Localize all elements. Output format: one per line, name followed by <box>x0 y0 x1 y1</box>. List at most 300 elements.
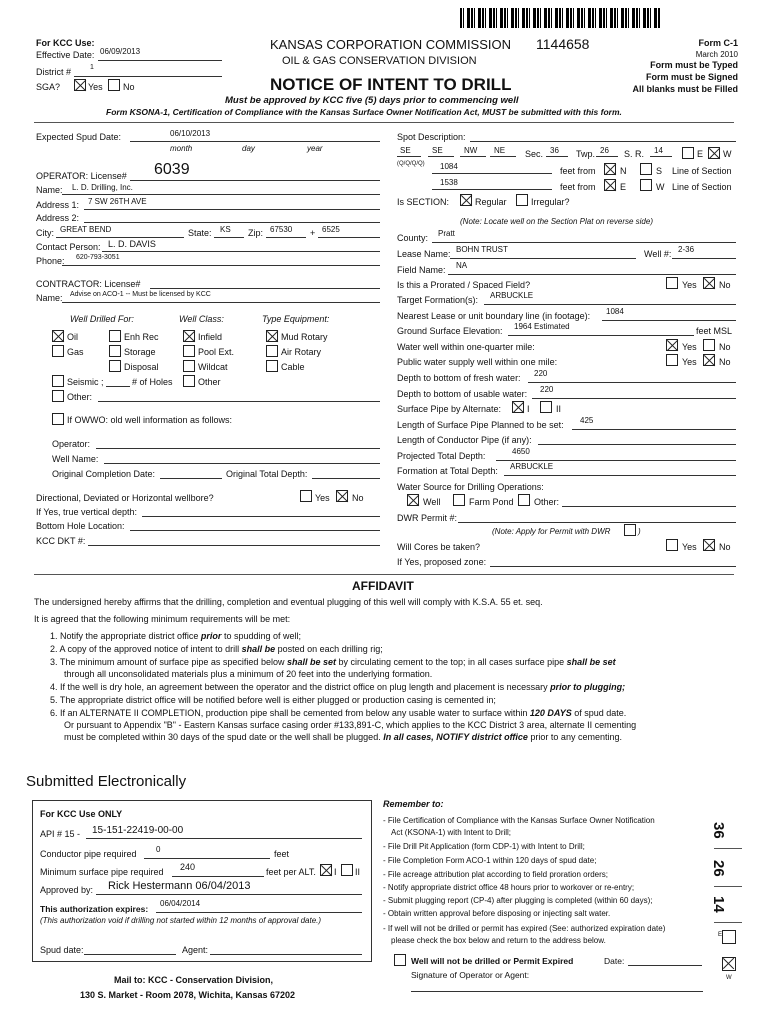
line-of-section-ew: Line of Section <box>672 182 732 192</box>
feet-from-ew-label: feet from <box>560 182 596 192</box>
seismic-checkbox[interactable] <box>52 375 64 387</box>
form-typed-note: Form must be Typed <box>650 60 738 70</box>
affidavit-item-5: 5. The appropriate district office will be notified before well is either plugged or production casing is cemented in; <box>50 695 496 705</box>
affidavit-para2: It is agreed that the following minimum requirements will be met: <box>34 614 291 624</box>
side-east-label: E <box>718 932 723 938</box>
elevation-line <box>508 335 694 336</box>
contractor-name-line <box>62 302 380 303</box>
bottom-hole-label: Bottom Hole Location: <box>36 521 125 531</box>
surface-alt-ii-checkbox[interactable] <box>540 401 552 413</box>
water-source-label: Water Source for Drilling Operations: <box>397 482 544 492</box>
surface-pipe-length-value[interactable]: 425 <box>580 416 594 425</box>
spot-description-label: Spot Description: <box>397 132 466 142</box>
conductor-feet-label: feet <box>274 849 290 859</box>
district-line <box>74 76 222 77</box>
line-of-section-ns: Line of Section <box>672 166 732 176</box>
spot-description-line <box>470 141 736 142</box>
nearest-boundary-line <box>602 320 736 321</box>
zip4-line <box>318 237 380 238</box>
other-class-label: Other <box>198 377 221 387</box>
effective-date-label: Effective Date: <box>36 50 95 60</box>
mud-rotary-label: Mud Rotary <box>281 332 328 342</box>
projected-depth-line <box>496 460 736 461</box>
twp-line <box>596 156 618 157</box>
fresh-water-line <box>528 382 736 383</box>
operator-license-line <box>130 180 380 181</box>
phone-label: Phone: <box>36 256 65 266</box>
type-equipment-heading: Type Equipment: <box>262 314 330 324</box>
reminder-1-cont: Act (KSONA-1) with Intent to Drill; <box>391 828 512 837</box>
reminder-1: - File Certification of Compliance with the Kansas Surface Owner Notification <box>383 816 655 825</box>
orig-completion-label: Original Completion Date: <box>52 469 156 479</box>
public-water-yes-label: Yes <box>682 357 697 367</box>
sga-yes-checkbox[interactable] <box>74 79 86 91</box>
other-class-checkbox[interactable] <box>183 375 195 387</box>
old-operator-label: Operator: <box>52 439 91 449</box>
sga-no-label: No <box>123 82 135 92</box>
reminder-8: - If well will not be drilled or permit has expired (See: authorized expiration date) <box>383 924 666 933</box>
seismic-label: Seismic ; <box>67 377 104 387</box>
surface-pipe-length-line <box>572 429 736 430</box>
s-r-label: S. R. <box>624 149 645 159</box>
min-surface-value[interactable]: 240 <box>180 862 196 872</box>
fresh-water-label: Depth to bottom of fresh water: <box>397 373 521 383</box>
lease-name-value[interactable]: BOHN TRUST <box>456 245 508 254</box>
source-other-checkbox[interactable] <box>518 494 530 506</box>
feet-ns-line <box>432 173 552 174</box>
contact-value[interactable]: L. D. DAVIS <box>108 239 156 249</box>
range-value[interactable]: 14 <box>654 146 663 155</box>
contractor-license-label: CONTRACTOR: License# <box>36 279 141 289</box>
east-checkbox[interactable] <box>682 147 694 159</box>
formation-depth-label: Formation at Total Depth: <box>397 466 498 476</box>
dwr-permit-line <box>458 522 736 523</box>
holes-line <box>106 386 130 387</box>
spot-q4[interactable]: NE <box>494 146 506 155</box>
orig-completion-line <box>160 478 222 479</box>
form-signed-note: Form must be Signed <box>645 72 738 82</box>
wildcat-label: Wildcat <box>198 362 228 372</box>
approval-note: Must be approved by KCC five (5) days prior to commencing well <box>225 95 519 106</box>
sec-value[interactable]: 36 <box>550 146 559 155</box>
district-label: District # <box>36 67 72 77</box>
directional-yes-checkbox[interactable] <box>300 490 312 502</box>
day-caption: day <box>242 144 255 153</box>
side-divider-2 <box>714 886 742 887</box>
spud-date-bottom-line <box>84 954 176 955</box>
public-water-yes-checkbox[interactable] <box>666 354 678 366</box>
public-water-no-label: No <box>719 357 731 367</box>
field-name-line <box>448 274 736 275</box>
air-rotary-label: Air Rotary <box>281 347 322 357</box>
lease-name-line <box>450 258 636 259</box>
well-drilled-for-heading: Well Drilled For: <box>70 314 134 324</box>
proposed-zone-label: If Yes, proposed zone: <box>397 557 487 567</box>
north-checkbox[interactable] <box>604 163 616 175</box>
water-qm-yes-checkbox[interactable] <box>666 339 678 351</box>
approved-by-value[interactable]: Rick Hestermann 06/04/2013 <box>108 880 251 892</box>
reminder-4: - File acreage attribution plat according to field proration orders; <box>383 870 609 879</box>
min-alt-i-checkbox[interactable] <box>320 864 332 876</box>
zip-label: Zip: <box>248 228 264 238</box>
affidavit-title: AFFIDAVIT <box>352 579 414 593</box>
contractor-name-value[interactable]: Advise on ACO-1 -- Must be licensed by KCC <box>70 291 211 298</box>
usable-water-line <box>532 398 736 399</box>
affidavit-item-4: 4. If the well is dry hole, an agreement between the operator and the district office on plug length and placement is necessary prior to plugging; <box>50 682 626 692</box>
header-divider <box>34 122 734 123</box>
month-caption: month <box>170 144 193 153</box>
old-well-name-line <box>104 463 380 464</box>
phone-value[interactable]: 620-793-3051 <box>76 254 120 261</box>
feet-per-alt-label: feet per ALT. <box>266 867 316 877</box>
infield-checkbox[interactable] <box>183 330 195 342</box>
owwo-label: If OWWO: old well information as follows: <box>67 415 233 425</box>
form-title: NOTICE OF INTENT TO DRILL <box>270 75 512 94</box>
min-surface-label: Minimum surface pipe required <box>40 867 164 877</box>
contractor-license-line <box>150 288 380 289</box>
sga-yes-label: Yes <box>88 82 103 92</box>
disposal-checkbox[interactable] <box>109 360 121 372</box>
spot-q1-line <box>397 156 421 157</box>
irregular-checkbox[interactable] <box>516 194 528 206</box>
affidavit-item-2: 2. A copy of the approved notice of intent to drill shall be posted on each drilling rig; <box>50 644 383 654</box>
regular-label: Regular <box>475 197 507 207</box>
operator-name-line <box>62 194 380 195</box>
state-label: State: <box>188 228 212 238</box>
form-id: Form C-1 <box>698 38 738 48</box>
spot-q2[interactable]: SE <box>432 146 443 155</box>
source-farm-pond-label: Farm Pond <box>469 497 514 507</box>
other-checkbox[interactable] <box>52 390 64 402</box>
state-value[interactable]: KS <box>220 225 231 234</box>
spud-date-line <box>130 141 380 142</box>
storage-checkbox[interactable] <box>109 345 121 357</box>
field-name-value[interactable]: NA <box>456 261 468 270</box>
owwo-checkbox[interactable] <box>52 413 64 425</box>
reminder-2: - File Drill Pit Application (form CDP-1) with Intent to Drill; <box>383 842 585 851</box>
e-from-checkbox[interactable] <box>604 179 616 191</box>
is-section-label: Is SECTION: <box>397 197 450 207</box>
surface-pipe-length-label: Length of Surface Pipe Planned to be set: <box>397 420 564 430</box>
infield-label: Infield <box>198 332 223 342</box>
side-section: 36 <box>710 822 727 839</box>
contact-line <box>102 251 380 252</box>
directional-no-checkbox[interactable] <box>336 490 348 502</box>
address1-value[interactable]: 7 SW 26TH AVE <box>88 197 147 206</box>
spot-q4-line <box>490 156 516 157</box>
west-checkbox[interactable] <box>708 147 720 159</box>
api-label: API # 15 - <box>40 829 81 839</box>
district-value[interactable]: 1 <box>90 64 94 71</box>
prorated-label: Is this a Prorated / Spaced Field? <box>397 280 531 290</box>
side-range: 14 <box>710 896 727 913</box>
barcode <box>460 8 660 28</box>
cable-label: Cable <box>281 362 305 372</box>
elevation-value[interactable]: 1964 Estimated <box>514 322 570 331</box>
spot-q3[interactable]: NW <box>464 146 478 155</box>
sga-no-checkbox[interactable] <box>108 79 120 91</box>
side-township: 26 <box>710 860 727 877</box>
true-vertical-line <box>142 516 380 517</box>
spud-date-bottom-label: Spud date: <box>40 945 84 955</box>
expires-value[interactable]: 06/04/2014 <box>160 899 201 908</box>
source-well-checkbox[interactable] <box>407 494 419 506</box>
signature-line <box>411 991 703 992</box>
west-label: W <box>723 149 732 159</box>
true-vertical-label: If Yes, true vertical depth: <box>36 507 138 517</box>
twp-value[interactable]: 26 <box>600 146 609 155</box>
zip-plus: + <box>310 228 316 238</box>
locate-note: (Note: Locate well on the Section Plat on reverse side) <box>460 217 653 226</box>
phone-line <box>62 265 380 266</box>
feet-msl-label: feet MSL <box>696 326 733 336</box>
e-from-label: E <box>620 182 627 192</box>
affidavit-item-3-cont: through all unconsolidated materials plus a minimum of 20 feet into the underlying formation. <box>64 669 433 679</box>
public-water-label: Public water supply well within one mile: <box>397 357 558 367</box>
side-west-checkbox[interactable] <box>722 957 736 971</box>
reminder-7: - Obtain written approval before disposing or injecting salt water. <box>383 909 611 918</box>
source-other-label: Other: <box>534 497 560 507</box>
gas-checkbox[interactable] <box>52 345 64 357</box>
w-from-checkbox[interactable] <box>640 179 652 191</box>
south-checkbox[interactable] <box>640 163 652 175</box>
expires-line <box>156 912 362 913</box>
conductor-pipe-line <box>144 858 270 859</box>
nearest-boundary-label: Nearest Lease or unit boundary line (in footage): <box>397 311 591 321</box>
other-label: Other: <box>67 392 93 402</box>
surface-alt-i-label: I <box>527 404 530 414</box>
public-water-no-checkbox[interactable] <box>703 354 715 366</box>
pool-ext-label: Pool Ext. <box>198 347 235 357</box>
city-value[interactable]: GREAT BEND <box>60 225 112 234</box>
contractor-name-label: Name: <box>36 293 63 303</box>
enh-rec-label: Enh Rec <box>124 332 159 342</box>
county-label: County: <box>397 233 429 243</box>
source-farm-pond-checkbox[interactable] <box>453 494 465 506</box>
address1-line <box>84 209 380 210</box>
affidavit-item-6: 6. If an ALTERNATE II COMPLETION, production pipe shall be cemented from below any usable water to surface within 120 DAYS of spud date. <box>50 708 627 718</box>
side-west-label: W <box>726 975 732 981</box>
source-other-line <box>562 506 736 507</box>
zip4-value[interactable]: 6525 <box>322 225 340 234</box>
spot-q2-line <box>428 156 454 157</box>
mud-rotary-checkbox[interactable] <box>266 330 278 342</box>
zip-line <box>266 237 306 238</box>
api-value[interactable]: 15-151-22419-00-00 <box>92 825 184 836</box>
not-drilled-checkbox[interactable] <box>394 954 406 966</box>
prorated-yes-label: Yes <box>682 280 697 290</box>
dwr-note: (Note: Apply for Permit with DWR <box>492 527 611 536</box>
feet-ew-line <box>432 189 552 190</box>
water-qm-yes-label: Yes <box>682 342 697 352</box>
city-line <box>56 237 184 238</box>
irregular-label: Irregular? <box>531 197 570 207</box>
reminder-5: - Notify appropriate district office 48 hours prior to workover or re-entry; <box>383 883 635 892</box>
prorated-no-checkbox[interactable] <box>703 277 715 289</box>
well-number-line <box>672 258 736 259</box>
address2-label: Address 2: <box>36 213 80 223</box>
directional-yes-label: Yes <box>315 493 330 503</box>
prorated-no-label: No <box>719 280 731 290</box>
side-divider-1 <box>714 848 742 849</box>
lease-name-label: Lease Name: <box>397 249 451 259</box>
projected-depth-value[interactable]: 4650 <box>512 447 530 456</box>
dwr-permit-label: DWR Permit #: <box>397 513 458 523</box>
conductor-length-line <box>538 444 736 445</box>
orig-total-depth-line <box>312 478 380 479</box>
proposed-zone-line <box>490 566 736 567</box>
south-label: S <box>656 166 663 176</box>
address1-label: Address 1: <box>36 200 80 210</box>
state-line <box>214 237 244 238</box>
dwr-note-close: ) <box>638 527 641 536</box>
projected-depth-label: Projected Total Depth: <box>397 451 486 461</box>
sec-line <box>546 156 568 157</box>
surface-alt-ii-label: II <box>556 404 562 414</box>
submitted-electronically: Submitted Electronically <box>26 773 187 790</box>
well-number-label: Well #: <box>644 249 672 259</box>
target-formation-value[interactable]: ARBUCKLE <box>490 291 534 300</box>
reminder-6: - Submit plugging report (CP-4) after plugging is completed (within 60 days); <box>383 896 653 905</box>
surface-alt-i-checkbox[interactable] <box>512 401 524 413</box>
operator-license-label: OPERATOR: License# <box>36 171 127 181</box>
old-operator-line <box>96 448 380 449</box>
mail-to-line1: Mail to: KCC - Conservation Division, <box>114 975 274 985</box>
pool-ext-checkbox[interactable] <box>183 345 195 357</box>
nearest-boundary-value[interactable]: 1084 <box>606 307 624 316</box>
air-rotary-checkbox[interactable] <box>266 345 278 357</box>
not-drilled-date-line <box>628 965 702 966</box>
oil-checkbox[interactable] <box>52 330 64 342</box>
reminder-3: - File Completion Form ACO-1 within 120 days of spud date; <box>383 856 597 865</box>
affidavit-item-3: 3. The minimum amount of surface pipe as specified below shall be set by circulating cement to the top; in all cases surface pipe shall be set <box>50 657 616 667</box>
cores-label: Will Cores be taken? <box>397 542 481 552</box>
w-from-label: W <box>656 182 665 192</box>
target-formation-line <box>484 304 736 305</box>
conductor-pipe-label: Conductor pipe required <box>40 849 137 859</box>
operator-license-value[interactable]: 6039 <box>154 161 190 178</box>
form-date: March 2010 <box>695 50 738 59</box>
address2-line <box>84 222 380 223</box>
effective-date-value[interactable]: 06/09/2013 <box>100 47 141 56</box>
agent-line <box>210 954 362 955</box>
water-qm-no-label: No <box>719 342 731 352</box>
usable-water-value[interactable]: 220 <box>540 385 554 394</box>
enh-rec-checkbox[interactable] <box>109 330 121 342</box>
for-kcc-use-label: For KCC Use: <box>36 38 95 48</box>
directional-label: Directional, Deviated or Horizontal wellbore? <box>36 493 214 503</box>
kcc-dkt-label: KCC DKT #: <box>36 536 86 546</box>
min-alt-i-label: I <box>334 867 337 877</box>
gas-label: Gas <box>67 347 84 357</box>
usable-water-label: Depth to bottom of usable water: <box>397 389 528 399</box>
remember-heading: Remember to: <box>383 799 444 809</box>
storage-label: Storage <box>124 347 156 357</box>
feet-ew-value[interactable]: 1538 <box>440 178 458 187</box>
cores-no-label: No <box>719 542 731 552</box>
agent-label: Agent: <box>182 945 209 955</box>
fresh-water-value[interactable]: 220 <box>534 369 548 378</box>
void-note: (This authorization void if drilling not started within 12 months of approval date.) <box>40 916 322 925</box>
affidavit-divider <box>34 574 734 575</box>
holes-label: # of Holes <box>132 377 173 387</box>
api-line <box>86 838 362 839</box>
barcode-number: 1144658 <box>536 36 590 52</box>
range-line <box>650 156 672 157</box>
directional-no-label: No <box>352 493 364 503</box>
mail-to-line2: 130 S. Market - Room 2078, Wichita, Kansas 67202 <box>80 990 296 1000</box>
sec-label: Sec. <box>525 149 544 159</box>
bottom-hole-line <box>130 530 380 531</box>
affidavit-item-6-cont1: Or pursuant to Appendix "B" - Eastern Kansas surface casing order #133,891-C, which applies to the KCC District 3 area, alternate II cementing <box>64 720 637 730</box>
not-drilled-date-label: Date: <box>604 956 625 966</box>
water-qm-no-checkbox[interactable] <box>703 339 715 351</box>
cores-yes-label: Yes <box>682 542 697 552</box>
source-well-label: Well <box>423 497 441 507</box>
water-well-qm-label: Water well within one-quarter mile: <box>397 342 535 352</box>
elevation-label: Ground Surface Elevation: <box>397 326 503 336</box>
field-name-label: Field Name: <box>397 265 446 275</box>
approved-by-line <box>96 894 362 895</box>
dwr-apply-checkbox[interactable] <box>624 524 636 536</box>
cores-yes-checkbox[interactable] <box>666 539 678 551</box>
feet-ns-value[interactable]: 1084 <box>440 162 458 171</box>
commission-name: KANSAS CORPORATION COMMISSION <box>270 37 512 52</box>
operator-name-value[interactable]: L. D. Drilling, Inc. <box>72 183 133 192</box>
qqqq-caption: (Q/Q/Q/Q) <box>397 161 425 167</box>
well-number-value[interactable]: 2-36 <box>678 245 695 254</box>
city-label: City: <box>36 228 54 238</box>
spot-q3-line <box>460 156 486 157</box>
oil-label: Oil <box>67 332 78 342</box>
affidavit-para1: The undersigned hereby affirms that the drilling, completion and eventual plugging of this well will comply with K.S.A. 55 et. seq. <box>34 597 543 607</box>
regular-checkbox[interactable] <box>460 194 472 206</box>
division-name: OIL & GAS CONSERVATION DIVISION <box>282 55 477 67</box>
not-drilled-label: Well will not be drilled or Permit Expired <box>411 956 574 966</box>
affidavit-item-6-cont2: must be completed within 30 days of the spud date or the well shall be plugged. In all cases, NOTIFY district office prior to any cementing. <box>64 732 622 742</box>
formation-depth-line <box>504 475 736 476</box>
conductor-pipe-value[interactable]: 0 <box>156 845 161 854</box>
formation-depth-value[interactable]: ARBUCKLE <box>510 462 554 471</box>
year-caption: year <box>307 144 323 153</box>
signature-label: Signature of Operator or Agent: <box>411 970 530 980</box>
side-east-checkbox[interactable] <box>722 930 736 944</box>
kcc-use-only-heading: For KCC Use ONLY <box>40 809 123 819</box>
county-value[interactable]: Pratt <box>438 229 455 238</box>
form-blanks-note: All blanks must be Filled <box>632 84 738 94</box>
spud-date-label: Expected Spud Date: <box>36 132 122 142</box>
expires-label: This authorization expires: <box>40 904 149 914</box>
conductor-length-label: Length of Conductor Pipe (if any): <box>397 435 532 445</box>
operator-name-label: Name: <box>36 185 63 195</box>
twp-label: Twp. <box>576 149 596 159</box>
ksona-note: Form KSONA-1, Certification of Compliance with the Kansas Surface Owner Notification Act, MUST be submitted with this form. <box>106 107 622 117</box>
spud-date-value[interactable]: 06/10/2013 <box>170 129 211 138</box>
spot-q1[interactable]: SE <box>400 146 411 155</box>
cores-no-checkbox[interactable] <box>703 539 715 551</box>
sga-label: SGA? <box>36 82 61 92</box>
other-line <box>98 401 380 402</box>
zip-value[interactable]: 67530 <box>270 225 293 234</box>
county-line <box>432 242 736 243</box>
cable-checkbox[interactable] <box>266 360 278 372</box>
north-label: N <box>620 166 627 176</box>
well-class-heading: Well Class: <box>179 314 224 324</box>
affidavit-item-1: 1. Notify the appropriate district office prior to spudding of well; <box>50 631 301 641</box>
min-alt-ii-checkbox[interactable] <box>341 864 353 876</box>
wildcat-checkbox[interactable] <box>183 360 195 372</box>
prorated-yes-checkbox[interactable] <box>666 277 678 289</box>
